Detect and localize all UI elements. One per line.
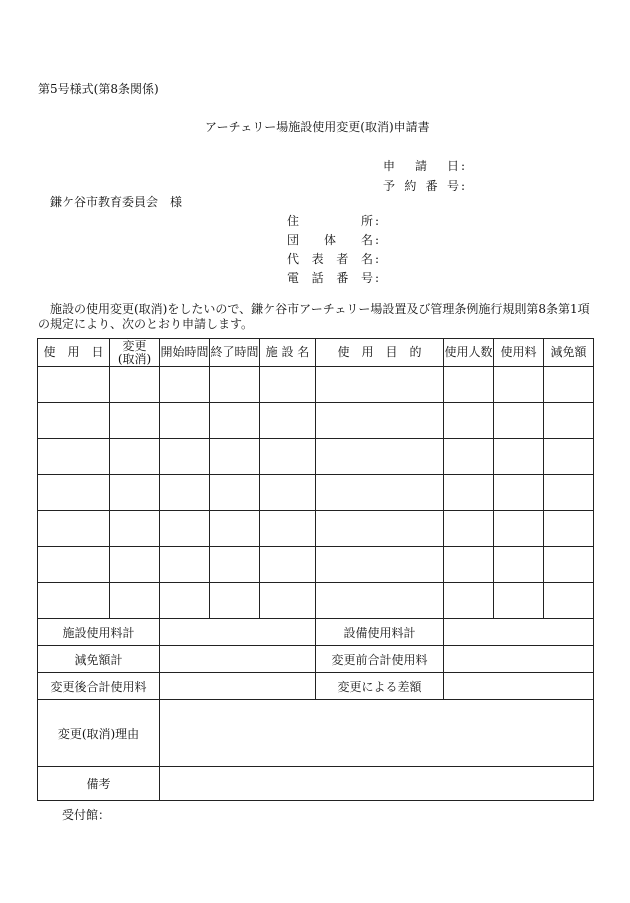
table-cell[interactable] [210,367,260,403]
table-cell[interactable] [494,475,544,511]
table-cell[interactable] [160,367,210,403]
phone-number-label: 電話番号 [287,271,373,285]
table-row [38,367,594,403]
usage-table [37,338,594,619]
table-cell[interactable] [316,547,444,583]
table-cell[interactable] [38,475,110,511]
header-change-cancel: 変更 (取消) [110,339,160,367]
table-row [38,547,594,583]
table-row [38,583,594,619]
pre-change-total-field[interactable] [444,646,594,673]
difference-label: 変更による差額 [316,673,444,700]
table-cell[interactable] [210,439,260,475]
difference-field[interactable] [444,673,594,700]
equipment-fee-total-label: 設備使用料計 [316,619,444,646]
exemption-total-label: 減免額計 [38,646,160,673]
reservation-number-row: 予約番号 : [383,179,466,193]
application-statement: 施設の使用変更(取消)をしたいので、鎌ケ谷市アーチェリー場設置及び管理条例施行規則第8条第1項の規定により、次のとおり申請します。 [38,302,590,331]
table-cell[interactable] [494,367,544,403]
equipment-fee-total-field[interactable] [444,619,594,646]
table-cell[interactable] [210,475,260,511]
table-cell[interactable] [260,439,316,475]
post-change-total-field[interactable] [160,673,316,700]
table-cell[interactable] [316,403,444,439]
header-end-time: 終了時間 [210,339,260,367]
table-cell[interactable] [260,511,316,547]
reservation-number-label: 予約番号 [383,179,459,193]
table-row [38,511,594,547]
table-cell[interactable] [316,367,444,403]
post-change-total-label: 変更後合計使用料 [38,673,160,700]
table-cell[interactable] [38,583,110,619]
exemption-total-field[interactable] [160,646,316,673]
address-row: 住所 : [287,214,380,228]
summary-table [37,618,594,801]
table-cell[interactable] [110,475,160,511]
facility-fee-total-field[interactable] [160,619,316,646]
table-cell[interactable] [544,403,594,439]
table-cell[interactable] [160,547,210,583]
application-date-row: 申請日 : [383,159,466,173]
table-cell[interactable] [260,475,316,511]
table-cell[interactable] [110,367,160,403]
address-label: 住所 [287,214,373,228]
table-cell[interactable] [494,439,544,475]
table-cell[interactable] [110,547,160,583]
table-cell[interactable] [110,583,160,619]
phone-number-row: 電話番号 : [287,271,380,285]
organization-name-row: 団体名 : [287,233,380,247]
remarks-field[interactable] [160,767,594,801]
table-cell[interactable] [494,547,544,583]
table-cell[interactable] [38,547,110,583]
table-cell[interactable] [444,547,494,583]
representative-name-row: 代表者名 : [287,252,380,266]
usage-table-header [38,339,594,367]
table-cell[interactable] [494,583,544,619]
table-cell[interactable] [38,403,110,439]
table-cell[interactable] [160,475,210,511]
table-cell[interactable] [160,583,210,619]
document-title: アーチェリー場施設使用変更(取消)申請書 [205,120,430,134]
table-cell[interactable] [210,583,260,619]
pre-change-total-label: 変更前合計使用料 [316,646,444,673]
table-cell[interactable] [444,583,494,619]
table-cell[interactable] [38,367,110,403]
table-cell[interactable] [38,439,110,475]
table-cell[interactable] [260,583,316,619]
table-cell[interactable] [444,511,494,547]
application-date-label: 申請日 [383,159,459,173]
header-fee: 使用料 [494,339,544,367]
reason-label: 変更(取消)理由 [38,700,160,767]
table-cell[interactable] [210,511,260,547]
table-cell[interactable] [210,547,260,583]
table-cell[interactable] [110,403,160,439]
table-cell[interactable] [38,511,110,547]
table-cell[interactable] [160,511,210,547]
table-cell[interactable] [494,511,544,547]
facility-fee-total-label: 施設使用料計 [38,619,160,646]
header-usage-date: 使 用 日 [38,339,110,367]
table-cell[interactable] [260,547,316,583]
table-cell[interactable] [260,403,316,439]
reason-field[interactable] [160,700,594,767]
remarks-label: 備考 [38,767,160,801]
header-facility-name: 施 設 名 [260,339,316,367]
header-exemption: 減免額 [544,339,594,367]
table-cell[interactable] [316,583,444,619]
table-cell[interactable] [316,475,444,511]
table-cell[interactable] [110,511,160,547]
form-number: 第5号様式(第8条関係) [38,82,159,96]
table-cell[interactable] [544,583,594,619]
representative-name-label: 代表者名 [287,252,373,266]
table-cell[interactable] [444,367,494,403]
reception-facility-label: 受付館： [62,808,111,822]
addressee: 鎌ケ谷市教育委員会 様 [50,195,183,209]
organization-name-label: 団体名 [287,233,373,247]
table-cell[interactable] [210,403,260,439]
table-cell[interactable] [544,475,594,511]
table-cell[interactable] [444,403,494,439]
table-cell[interactable] [316,511,444,547]
table-cell[interactable] [544,439,594,475]
table-cell[interactable] [316,439,444,475]
table-cell[interactable] [160,403,210,439]
header-purpose: 使 用 目 的 [316,339,444,367]
table-cell[interactable] [110,439,160,475]
table-cell[interactable] [160,439,210,475]
header-start-time: 開始時間 [160,339,210,367]
table-cell[interactable] [444,475,494,511]
table-row [38,475,594,511]
table-cell[interactable] [444,439,494,475]
table-row [38,403,594,439]
table-cell[interactable] [494,403,544,439]
table-cell[interactable] [260,367,316,403]
table-row [38,439,594,475]
table-cell[interactable] [544,511,594,547]
table-cell[interactable] [544,547,594,583]
table-cell[interactable] [544,367,594,403]
header-attendees: 使用人数 [444,339,494,367]
